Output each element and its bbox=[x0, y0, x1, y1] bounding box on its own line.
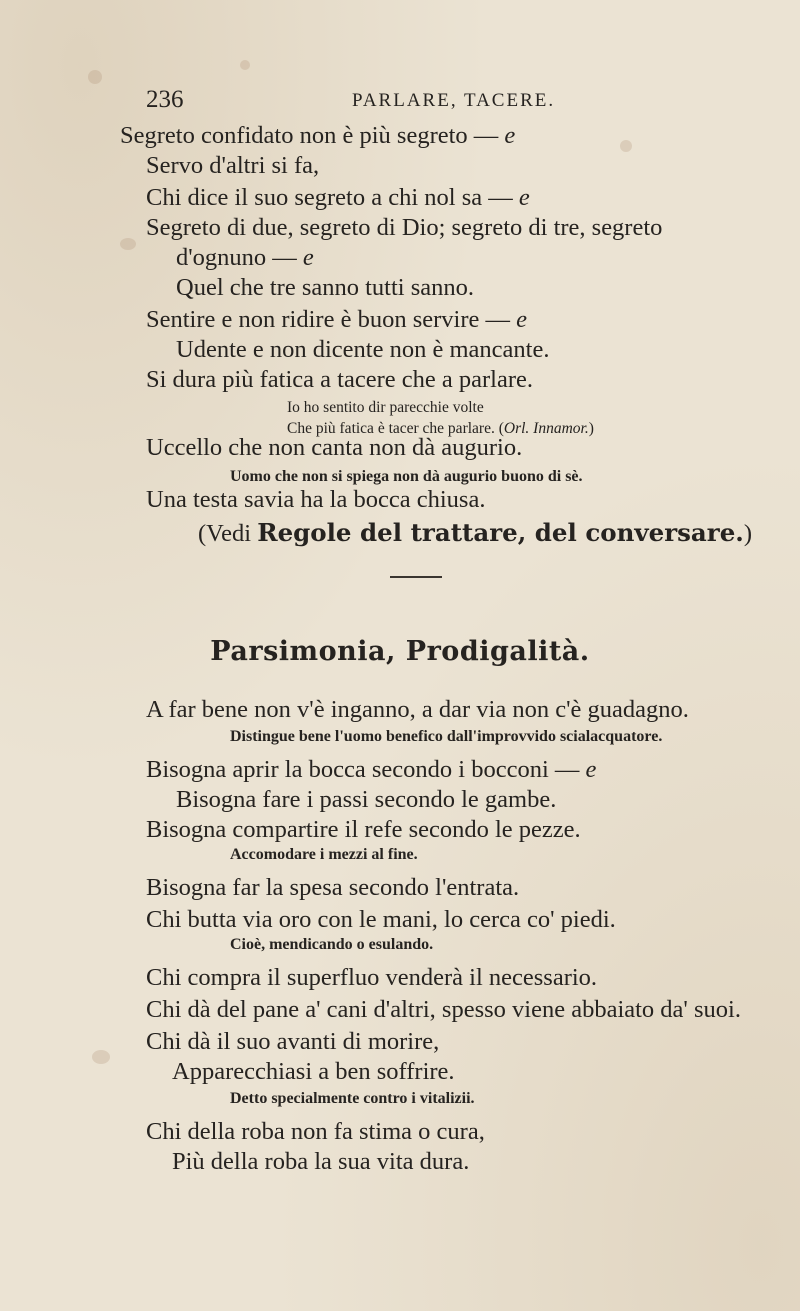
proverb-line bbox=[172, 1058, 455, 1086]
conjunction-e: e bbox=[516, 306, 527, 333]
proverb-line bbox=[146, 214, 662, 242]
page-number: 236 bbox=[146, 86, 184, 113]
proverb-text: Si dura più fatica a tacere che a parlare. bbox=[146, 366, 533, 393]
paper-stain bbox=[120, 238, 136, 250]
proverb-text: Chi dà del pane a' cani d'altri, spesso viene abbaiato da' suoi. bbox=[146, 996, 741, 1023]
proverb-text: Segreto di due, segreto di Dio; segreto di tre, segreto bbox=[146, 214, 663, 241]
proverb-line bbox=[146, 184, 530, 212]
proverb-text: Chi della roba non fa stima o cura, bbox=[146, 1118, 485, 1145]
note-text: Accomodare i mezzi al fine. bbox=[230, 846, 418, 863]
proverb-line bbox=[146, 1118, 485, 1146]
commentary-note bbox=[230, 846, 418, 864]
proverb-text: Chi compra il superfluo venderà il necessario. bbox=[146, 964, 598, 991]
proverb-text: Bisogna compartire il refe secondo le pezze. bbox=[146, 816, 581, 843]
proverb-text: Chi dice il suo segreto a chi nol sa — bbox=[146, 184, 519, 211]
proverb-text: Servo d'altri si fa, bbox=[146, 152, 320, 179]
proverb-line bbox=[176, 274, 474, 302]
proverb-line bbox=[146, 874, 519, 902]
proverb-text: Più della roba la sua vita dura. bbox=[172, 1148, 470, 1175]
paper-stain bbox=[620, 140, 632, 152]
proverb-line bbox=[146, 906, 616, 934]
proverb-line bbox=[146, 696, 689, 724]
proverb-text: A far bene non v'è inganno, a dar via non c'è guadagno. bbox=[146, 696, 689, 723]
section-title: Parsimonia, Prodigalità. bbox=[210, 636, 590, 667]
proverb-text: Quel che tre sanno tutti sanno. bbox=[176, 274, 475, 301]
commentary-note bbox=[230, 728, 662, 746]
proverb-text: Bisogna fare i passi secondo le gambe. bbox=[176, 786, 557, 813]
paper-stain bbox=[88, 70, 102, 84]
proverb-text: Bisogna far la spesa secondo l'entrata. bbox=[146, 874, 520, 901]
proverb-line bbox=[146, 306, 527, 334]
note-text: Detto specialmente contro i vitalizii. bbox=[230, 1090, 475, 1107]
proverb-line bbox=[146, 1028, 439, 1056]
proverb-line bbox=[120, 122, 515, 150]
note-text: Uomo che non si spiega non dà augurio buono di sè. bbox=[230, 468, 583, 485]
paper-stain bbox=[240, 60, 250, 70]
reference-title: Regole del trattare, del conversare. bbox=[257, 518, 744, 547]
commentary-note bbox=[287, 399, 484, 417]
proverb-line bbox=[172, 1148, 469, 1176]
proverb-text: Uccello che non canta non dà augurio. bbox=[146, 434, 523, 461]
proverb-text: Udente e non dicente non è mancante. bbox=[176, 336, 550, 363]
proverb-text: Una testa savia ha la bocca chiusa. bbox=[146, 486, 486, 513]
proverb-line bbox=[176, 786, 556, 814]
citation: Orl. Innamor. bbox=[503, 420, 589, 437]
proverb-line bbox=[146, 996, 741, 1024]
proverb-text: Segreto confidato non è più segreto — bbox=[120, 122, 505, 149]
paper-stain bbox=[92, 1050, 110, 1064]
proverb-text: Chi butta via oro con le mani, lo cerca co' piedi. bbox=[146, 906, 616, 933]
note-text: Che più fatica è tacer che parlare. ( bbox=[287, 420, 504, 437]
reference-text: (Vedi bbox=[198, 520, 258, 547]
running-head: PARLARE, TACERE. bbox=[352, 90, 556, 111]
proverb-line bbox=[176, 336, 549, 364]
conjunction-e: e bbox=[518, 184, 530, 211]
commentary-note bbox=[230, 468, 583, 486]
conjunction-e: e bbox=[585, 756, 597, 783]
proverb-text: d'ognuno — bbox=[176, 244, 303, 271]
section-divider bbox=[390, 576, 442, 578]
cross-reference bbox=[198, 518, 752, 548]
note-text: Io ho sentito dir parecchie volte bbox=[287, 399, 484, 416]
proverb-text: Apparecchiasi a ben soffrire. bbox=[172, 1058, 455, 1085]
conjunction-e: e bbox=[302, 244, 314, 271]
proverb-line bbox=[146, 816, 581, 844]
page-header bbox=[0, 86, 800, 116]
reference-text: ) bbox=[743, 520, 752, 547]
note-text: ) bbox=[588, 420, 594, 437]
proverb-line bbox=[146, 486, 485, 514]
proverb-line bbox=[176, 244, 314, 272]
proverb-line bbox=[146, 434, 522, 462]
proverb-line bbox=[146, 366, 533, 394]
commentary-note bbox=[230, 936, 433, 954]
note-text: Cioè, mendicando o esulando. bbox=[230, 936, 434, 953]
proverb-line bbox=[146, 756, 596, 784]
commentary-note bbox=[230, 1090, 475, 1108]
proverb-text: Sentire e non ridire è buon servire — bbox=[146, 306, 517, 333]
proverb-line bbox=[146, 152, 319, 180]
proverb-text: Bisogna aprir la bocca secondo i bocconi — bbox=[146, 756, 586, 783]
note-text: Distingue bene l'uomo benefico dall'improvvido scialacquatore. bbox=[230, 728, 663, 745]
proverb-line bbox=[146, 964, 597, 992]
proverb-text: Chi dà il suo avanti di morire, bbox=[146, 1028, 440, 1055]
conjunction-e: e bbox=[504, 122, 516, 149]
